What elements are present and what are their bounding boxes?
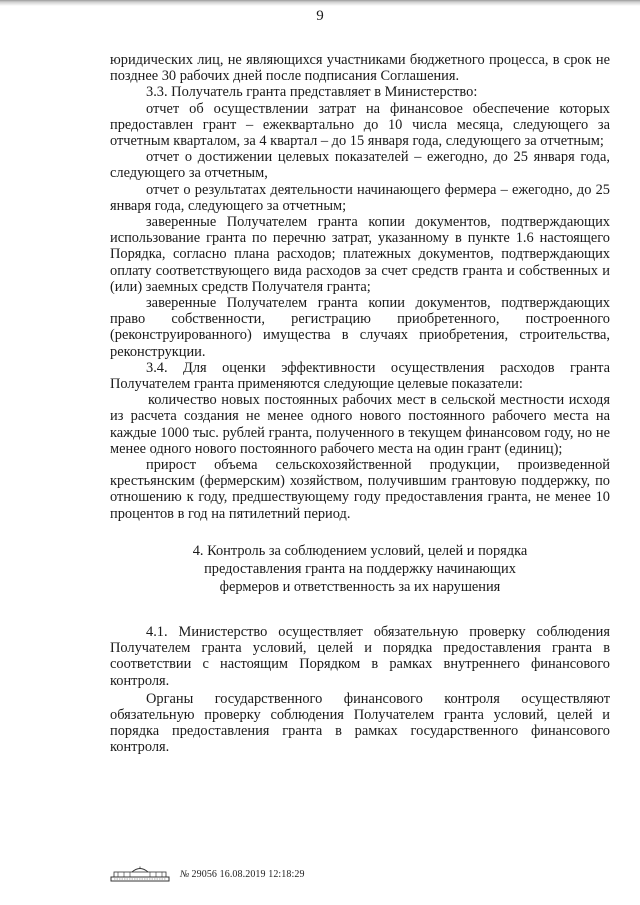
- registration-stamp: [180, 869, 305, 880]
- paragraph: количество новых постоянных рабочих мест в сельской местности исходя из расчета создания не менее одного нового постоянного рабочего места на каждые 1000 тыс. рублей гранта, полученного в текущем финансовом году, но не менее одного нового постоянного рабочего места на один грант (единиц);: [110, 392, 610, 457]
- document-body: [110, 52, 610, 756]
- section-heading: [110, 542, 610, 596]
- number-sign: №: [180, 868, 190, 880]
- registry-logo-icon: [110, 866, 170, 882]
- paragraph: прирост объема сельскохозяйственной продукции, произведенной крестьянским (фермерским) хозяйством, получившим грантовую поддержку, по отношению к году, предшествующему году предоставления гранта, не менее 10 процентов в год на пятилетний период.: [110, 457, 610, 522]
- stamp-text: 29056 16.08.2019 12:18:29: [191, 868, 305, 880]
- paragraph: 3.3. Получатель гранта представляет в Министерство:: [146, 84, 478, 101]
- section-heading-line: фермеров и ответственность за их нарушения: [219, 578, 501, 595]
- section-heading-line: предоставления гранта на поддержку начинающих: [204, 560, 516, 577]
- paragraph: заверенные Получателем гранта копии документов, подтверждающих использование гранта по перечню затрат, указанному в пункте 1.6 настоящего Порядка, согласно плана расходов; платежных документов, подтверждающих оплату соответствующего вида расходов за счет средств гранта и собственных и (или) заемных средств Получателя гранта;: [110, 214, 610, 295]
- paragraph: отчет о достижении целевых показателей – ежегодно, до 25 января года, следующего за отчетным,: [110, 149, 610, 182]
- section-heading-line: 4. Контроль за соблюдением условий, целей и порядка: [192, 542, 528, 559]
- paragraph: отчет о результатах деятельности начинающего фермера – ежегодно, до 25 января года, следующего за отчетным;: [110, 181, 610, 214]
- paragraph: Органы государственного финансового контроля осуществляют обязательную проверку соблюдения Получателем гранта условий, целей и порядка предоставления гранта в рамках государственного финансового контроля.: [110, 690, 610, 756]
- paragraph: заверенные Получателем гранта копии документов, подтверждающих право собственности, регистрацию приобретенного, построенного (реконструированного) имущества в случаях приобретения, строительства, реконструкции.: [110, 295, 610, 360]
- page-number: 9: [316, 8, 324, 24]
- paragraph: 3.4. Для оценки эффективности осуществления расходов гранта Получателем гранта применяются следующие целевые показатели:: [110, 359, 610, 393]
- document-footer: [110, 866, 305, 882]
- paragraph: юридических лиц, не являющихся участниками бюджетного процесса, в срок не позднее 30 рабочих дней после подписания Соглашения.: [110, 52, 610, 85]
- paragraph: 4.1. Министерство осуществляет обязательную проверку соблюдения Получателем гранта условий, целей и порядка предоставления гранта в соответствии с настоящим Порядком в рамках внутреннего финансового контроля.: [110, 623, 610, 689]
- scan-edge: [0, 0, 640, 6]
- paragraph: отчет об осуществлении затрат на финансовое обеспечение которых предоставлен грант – ежеквартально до 10 числа месяца, следующего за отчетным кварталом, за 4 квартал – до 15 января года, следующего за отчетным;: [110, 100, 610, 150]
